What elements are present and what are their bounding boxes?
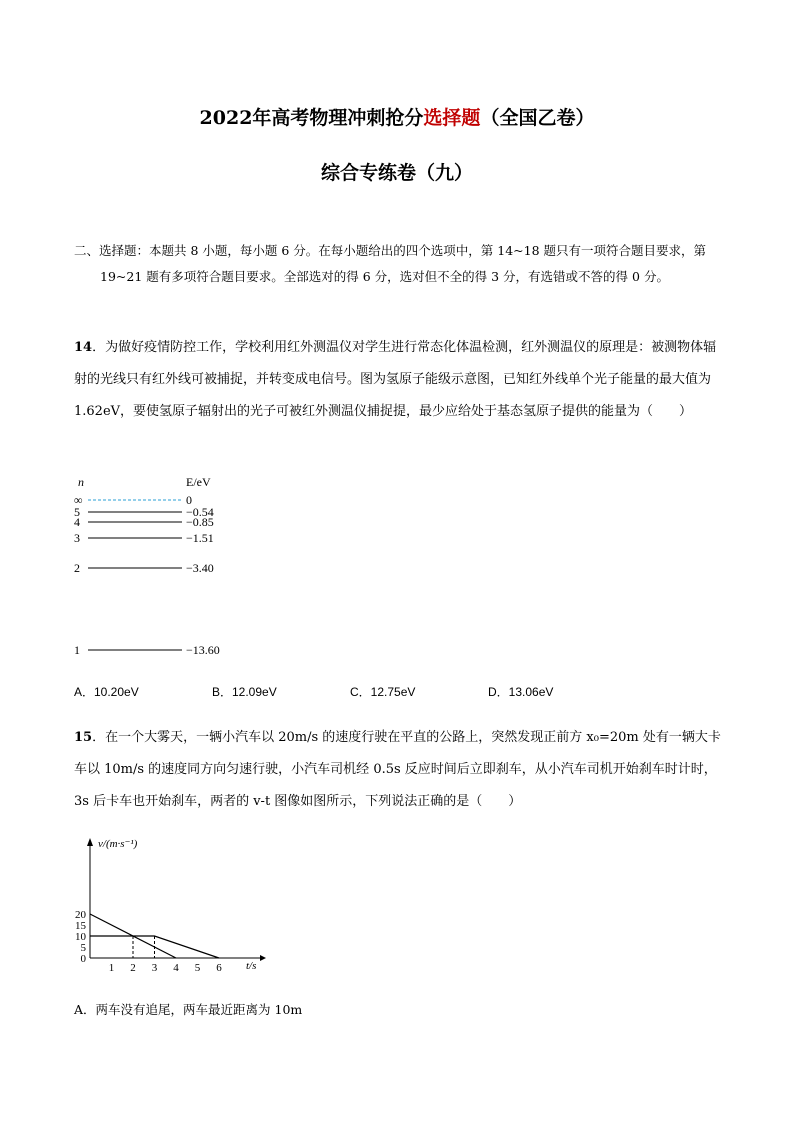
level-energy-label: −3.40 — [186, 561, 214, 575]
title-suffix: （全国乙卷） — [480, 107, 595, 129]
y-tick-label: 0 — [80, 953, 86, 965]
level-energy-label: 0 — [186, 493, 192, 507]
level-n-label: ∞ — [74, 493, 83, 507]
option-c[interactable]: C．12.75eV — [350, 685, 416, 699]
y-tick-label: 20 — [75, 909, 86, 921]
level-energy-label: −1.51 — [186, 531, 214, 545]
question-15 — [74, 722, 724, 818]
question-14 — [74, 332, 724, 428]
x-tick-label: 4 — [173, 962, 179, 974]
y-tick-label: 5 — [80, 942, 86, 954]
y-tick-label: 15 — [75, 920, 86, 932]
level-n-label: 4 — [74, 515, 80, 529]
energy-level-diagram — [60, 470, 250, 665]
option-b[interactable]: B．12.09eV — [212, 685, 277, 699]
y-tick-label: 10 — [75, 931, 86, 943]
level-energy-label: −0.54 — [186, 505, 214, 519]
question-text: ．在一个大雾天，一辆小汽车以 20m/s 的速度行驶在平直的公路上，突然发现正前方 x₀=20m 处有一辆大卡车以 10m/s 的速度同方向匀速行驶，小汽车司机经 0.5s 反应时间后立即刹车，从小汽车司机开始刹车时计时，3s 后卡车也开始刹车，两者的 v-t 图像如图所示，下列说法正确的是（ ） — [74, 730, 721, 809]
page-title — [0, 103, 794, 130]
y-axis-arrow — [87, 838, 93, 846]
question-number: 14 — [74, 340, 93, 355]
title-highlight: 选择题 — [423, 107, 481, 129]
option-a[interactable]: A．10.20eV — [74, 685, 139, 699]
title-prefix: 2022年高考物理冲刺抢分 — [199, 107, 424, 129]
energy-axis-label: E/eV — [186, 475, 211, 489]
q15-option-a[interactable]: A．两车没有追尾，两车最近距离为 10m — [74, 1002, 303, 1017]
vt-chart — [60, 828, 280, 978]
question-number: 15 — [74, 730, 93, 745]
x-tick-label: 3 — [151, 962, 158, 974]
n-axis-label: n — [78, 475, 84, 489]
x-tick-label: 1 — [108, 962, 115, 974]
y-axis-label: v/(m·s⁻¹) — [98, 838, 138, 850]
x-tick-label: 6 — [216, 962, 222, 974]
level-energy-label: −0.85 — [186, 515, 214, 529]
x-axis-label: t/s — [246, 960, 257, 972]
x-tick-label: 5 — [194, 962, 201, 974]
x-tick-label: 2 — [130, 962, 136, 974]
level-n-label: 1 — [74, 643, 80, 657]
level-n-label: 5 — [74, 505, 80, 519]
level-n-label: 2 — [74, 561, 80, 575]
x-axis-arrow — [260, 955, 266, 961]
option-d[interactable]: D．13.06eV — [488, 685, 554, 699]
level-n-label: 3 — [74, 531, 80, 545]
question-text: ．为做好疫情防控工作，学校利用红外测温仪对学生进行常态化体温检测，红外测温仪的原理是：被测物体辐射的光线只有红外线可被捕捉，并转变成电信号。图为氢原子能级示意图，已知红外线单个光子能量的最大值为 1.62eV，要使氢原子辐射出的光子可被红外测温仪捕捉提，最少应给处于基态氢原子提供的能量为（ ） — [74, 340, 717, 419]
level-energy-label: −13.60 — [186, 643, 220, 657]
section-instructions: 二、选择题：本题共 8 小题，每小题 6 分。在每小题给出的四个选项中，第 14~18 题只有一项符合题目要求，第 19~21 题有多项符合题目要求。全部选对的得 6 分，选对但不全的得 3 分，有选错或不答的得 0 分。 — [74, 243, 707, 284]
page-subtitle: 综合专练卷（九） — [320, 162, 473, 184]
